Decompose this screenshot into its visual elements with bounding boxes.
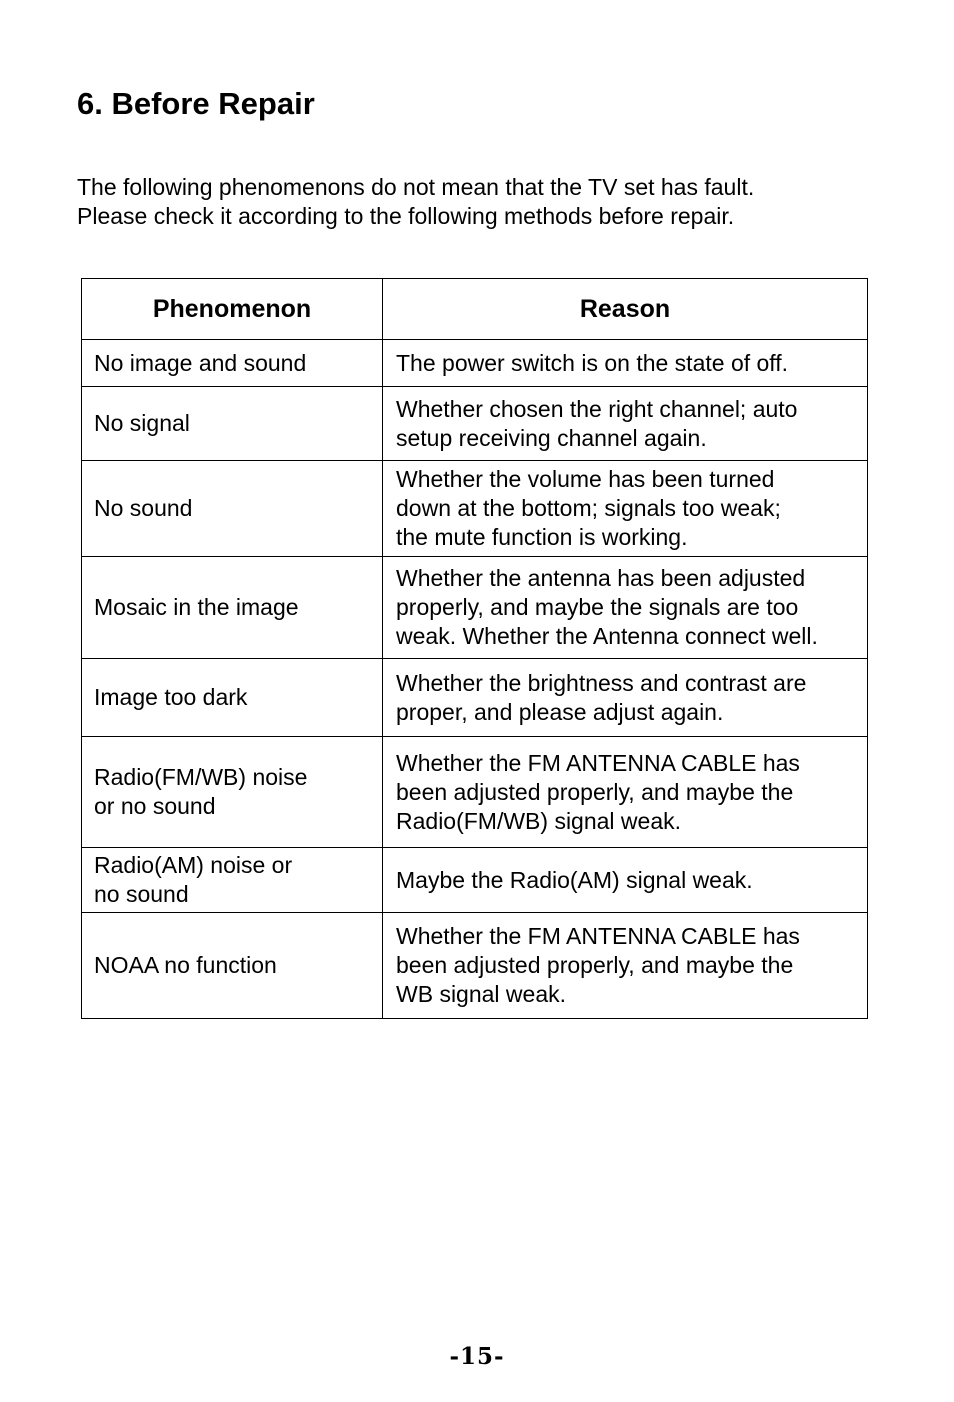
reason-cell [383,737,868,848]
reason-text: Whether chosen the right channel; auto [396,395,798,422]
table-header-row [82,279,868,340]
reason-cell [383,461,868,557]
page-title: 6. Before Repair [77,86,315,121]
table-row [82,659,868,737]
phenomenon-text: No image and sound [94,349,307,376]
phenomenon-cell [82,461,383,557]
table-row [82,387,868,461]
reason-text: The power switch is on the state of off. [396,349,789,376]
phenomenon-cell [82,659,383,737]
reason-text: Whether the brightness and contrast are [396,669,807,696]
reason-text: the mute function is working. [396,524,688,550]
phenomenon-text: No signal [94,410,190,436]
reason-cell [383,340,868,387]
phenomenon-text: Radio(AM) noise or [94,852,293,878]
intro-paragraph [77,173,754,231]
page-number: -15- [449,1343,505,1370]
troubleshooting-table [81,278,868,1019]
table-row [82,557,868,659]
phenomenon-text: no sound [94,881,189,907]
phenomenon-text: Radio(FM/WB) noise [94,764,308,790]
reason-text: down at the bottom; signals too weak; [396,495,781,521]
reason-cell [383,387,868,461]
reason-cell [383,659,868,737]
reason-cell [383,848,868,913]
phenomenon-text: Image too dark [94,684,248,710]
phenomenon-cell [82,387,383,461]
reason-text: Whether the FM ANTENNA CABLE has [396,923,800,949]
reason-cell [383,913,868,1019]
phenomenon-cell [82,848,383,913]
reason-text: Whether the FM ANTENNA CABLE has [396,749,800,776]
reason-text: Maybe the Radio(AM) signal weak. [396,866,753,893]
phenomenon-header: Phenomenon [82,279,383,340]
table-row [82,461,868,557]
table-row [82,848,868,913]
phenomenon-text: NOAA no function [94,952,277,978]
phenomenon-text: Mosaic in the image [94,594,299,620]
reason-text: been adjusted properly, and maybe the [396,778,794,805]
reason-text: WB signal weak. [396,981,567,1007]
phenomenon-text: or no sound [94,793,216,819]
reason-text: properly, and maybe the signals are too [396,594,799,620]
reason-text: Whether the antenna has been adjusted [396,565,806,591]
table-row [82,737,868,848]
reason-text: been adjusted properly, and maybe the [396,952,794,978]
intro-line: The following phenomenons do not mean that the TV set has fault. [77,174,755,200]
reason-cell [383,557,868,659]
intro-line: Please check it according to the following methods before repair. [77,203,735,229]
reason-text: Whether the volume has been turned [396,466,775,492]
phenomenon-cell [82,913,383,1019]
phenomenon-cell [82,557,383,659]
table-row [82,913,868,1019]
table-row [82,340,868,387]
phenomenon-cell [82,737,383,848]
reason-text: weak. Whether the Antenna connect well. [396,623,818,649]
phenomenon-cell [82,340,383,387]
reason-text: proper, and please adjust again. [396,698,724,725]
reason-text: Radio(FM/WB) signal weak. [396,807,682,834]
reason-header: Reason [383,279,868,340]
reason-text: setup receiving channel again. [396,424,707,451]
phenomenon-text: No sound [94,495,193,521]
